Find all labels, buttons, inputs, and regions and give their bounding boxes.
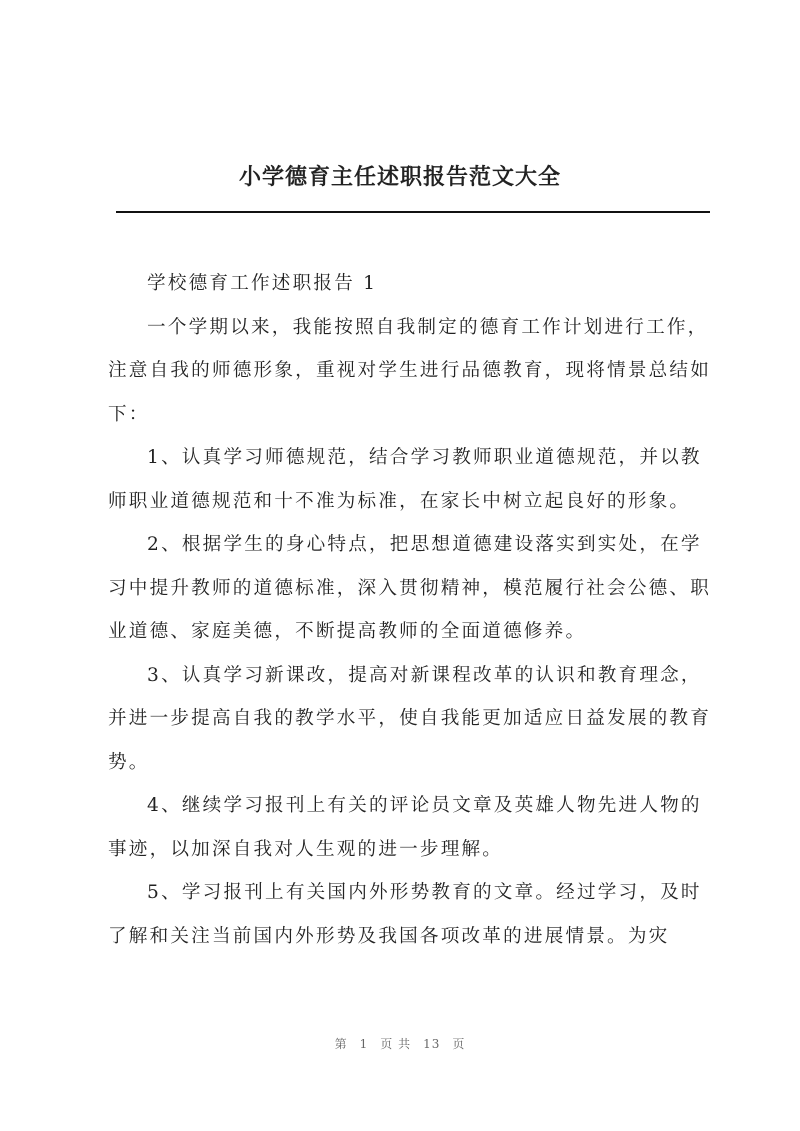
page-number: 1 <box>359 1037 369 1051</box>
paragraph: 5、学习报刊上有关国内外形势教育的文章。经过学习，及时了解和关注当前国内外形势及我国各项改革的进展情景。为灾 <box>108 882 702 947</box>
title-divider <box>116 211 710 213</box>
footer-prefix: 第 <box>334 1037 348 1051</box>
footer-suffix: 页 <box>452 1037 466 1051</box>
page-footer <box>0 1035 800 1052</box>
paragraph: 1、认真学习师德规范，结合学习教师职业道德规范，并以教师职业道德规范和十不准为标准，在家长中树立起良好的形象。 <box>108 447 702 512</box>
section-heading: 学校德育工作述职报告 1 <box>147 273 378 294</box>
paragraph: 4、继续学习报刊上有关的评论员文章及英雄人物先进人物的事迹，以加深自我对人生观的进一步理解。 <box>108 795 702 860</box>
footer-middle: 页 共 <box>380 1037 412 1051</box>
paragraph: 3、认真学习新课改，提高对新课程改革的认识和教育理念，并进一步提高自我的教学水平，使自我能更加适应日益发展的教育势。 <box>108 664 712 773</box>
document-body <box>108 262 712 958</box>
paragraph: 2、根据学生的身心特点，把思想道德建设落实到实处，在学习中提升教师的道德标准，深入贯彻精神，模范履行社会公德、职业道德、家庭美德，不断提高教师的全面道德修养。 <box>108 534 712 642</box>
paragraph: 一个学期以来，我能按照自我制定的德育工作计划进行工作，注意自我的师德形象，重视对学生进行品德教育，现将情景总结如下： <box>108 316 712 425</box>
document-title: 小学德育主任述职报告范文大全 <box>238 164 561 190</box>
page-total: 13 <box>423 1037 441 1051</box>
